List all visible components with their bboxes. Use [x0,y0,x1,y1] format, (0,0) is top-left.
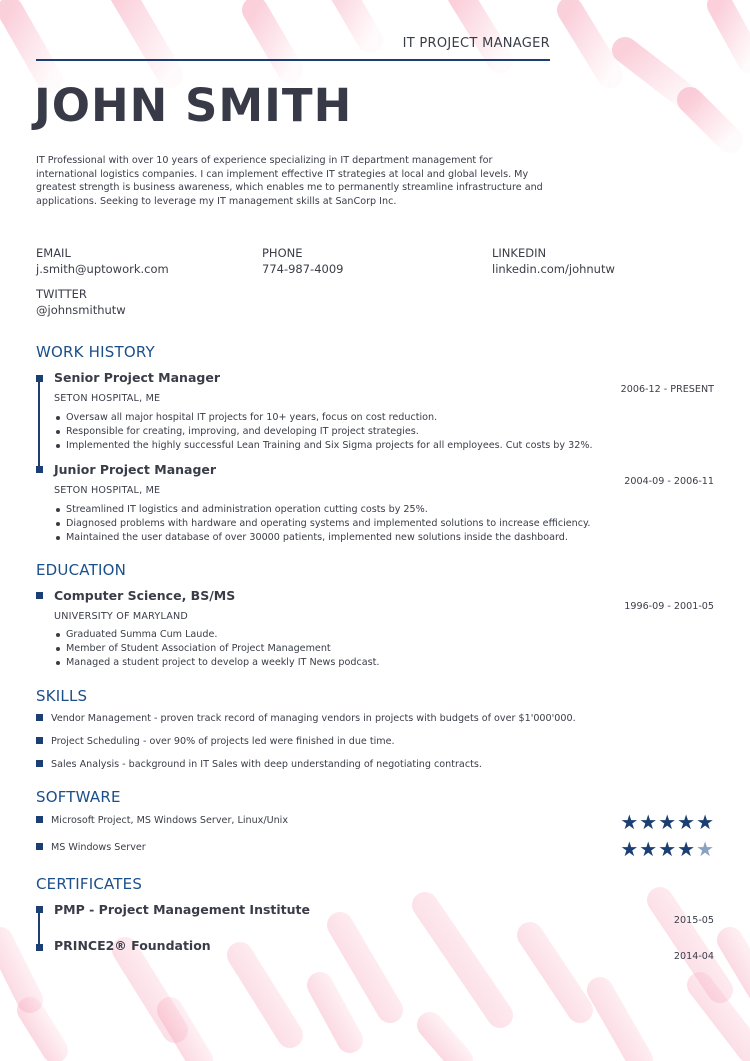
rating-stars [620,812,714,832]
bullet-square-icon [36,760,43,767]
list-item: Responsible for creating, improving, and developing IT project strategies. [54,425,654,439]
skill-text: Project Scheduling - over 90% of projects led were finished in due time. [51,736,395,747]
job-title-senior: Senior Project Manager [54,370,220,385]
twitter-value[interactable]: @johnsmithutw [36,303,126,317]
contact-email [36,245,169,277]
software-item [36,815,288,826]
certificates-heading: CERTIFICATES [36,875,143,893]
job-dates: 2006-12 - PRESENT [620,384,714,395]
skill-text: Vendor Management - proven track record of managing vendors in projects with budgets of over $1'000'000. [51,713,576,724]
email-label: EMAIL [36,246,71,260]
job-duties-list [54,503,654,544]
software-name: MS Windows Server [51,842,146,853]
timeline-marker [36,466,43,473]
list-item: Maintained the user database of over 30000 patients, implemented new solutions inside the dashboard. [54,531,654,545]
rating-stars [620,839,714,859]
job-dates: 2004-09 - 2006-11 [624,476,714,487]
star-filled-icon: ★ [620,837,639,861]
list-item: Graduated Summa Cum Laude. [54,628,654,642]
software-name: Microsoft Project, MS Windows Server, Linux/Unix [51,815,289,826]
star-filled-icon: ★ [696,810,714,834]
star-filled-icon: ★ [639,837,658,861]
linkedin-value[interactable]: linkedin.com/johnutw [492,262,615,276]
title-divider [36,59,550,61]
star-filled-icon: ★ [658,837,677,861]
list-item: Managed a student project to develop a weekly IT News podcast. [54,656,654,670]
timeline-marker [36,906,43,913]
candidate-name: JOHN SMITH [34,79,353,132]
contact-phone [262,245,343,277]
certificate-title: PMP - Project Management Institute [54,902,311,917]
list-item: Streamlined IT logistics and administration operation cutting costs by 25%. [54,503,654,517]
list-item: Oversaw all major hospital IT projects for 10+ years, focus on cost reduction. [54,411,654,425]
twitter-label: TWITTER [36,287,87,301]
job-employer: SETON HOSPITAL, ME [54,393,161,404]
star-filled-icon: ★ [658,810,677,834]
bullet-square-icon [36,714,43,721]
job-title-junior: Junior Project Manager [54,462,217,477]
education-heading: EDUCATION [36,561,126,579]
education-dates: 1996-09 - 2001-05 [624,601,714,612]
education-highlights-list [54,628,654,669]
certificate-date: 2015-05 [673,915,714,926]
list-item: Member of Student Association of Project Management [54,642,654,656]
list-item: Diagnosed problems with hardware and operating systems and implemented solutions to increase efficiency. [54,517,654,531]
degree-title: Computer Science, BS/MS [54,588,236,603]
list-item: Implemented the highly successful Lean Training and Six Sigma projects for all employees. Cut costs by 32%. [54,439,654,453]
certificate-title: PRINCE2® Foundation [54,938,211,953]
skill-item [36,759,482,770]
star-filled-icon: ★ [677,837,696,861]
star-filled-icon: ★ [639,810,658,834]
star-filled-icon: ★ [677,810,696,834]
contact-linkedin [492,245,615,277]
timeline-marker [36,944,43,951]
skill-item [36,713,576,724]
work-timeline-line [38,378,40,470]
school-name: UNIVERSITY OF MARYLAND [54,611,188,622]
job-employer: SETON HOSPITAL, ME [54,485,161,496]
linkedin-label: LINKEDIN [492,246,547,260]
star-filled-icon: ★ [620,810,639,834]
certificates-timeline-line [38,910,40,948]
skill-text: Sales Analysis - background in IT Sales with deep understanding of negotiating contracts. [51,759,482,770]
email-value[interactable]: j.smith@uptowork.com [36,262,169,276]
job-title: IT PROJECT MANAGER [402,36,550,51]
software-heading: SOFTWARE [36,788,121,806]
job-duties-list [54,411,654,452]
star-empty-icon: ★ [696,837,714,861]
timeline-marker [36,375,43,382]
work-history-heading: WORK HISTORY [36,343,155,361]
software-item [36,842,146,853]
contact-twitter [36,286,126,318]
timeline-marker [36,592,43,599]
skills-heading: SKILLS [36,687,88,705]
bullet-square-icon [36,816,43,823]
profile-summary: IT Professional with over 10 years of experience specializing in IT department management for international logistics companies. I can implement effective IT strategies at local and global levels. My greatest strength is business awareness, which enables me to permanently streamline infrastructure and applications. Seeking to leverage my IT management skills at SanCorp Inc. [36,155,543,207]
bullet-square-icon [36,737,43,744]
phone-label: PHONE [262,246,303,260]
phone-value: 774-987-4009 [262,262,344,276]
skill-item [36,736,395,747]
bullet-square-icon [36,843,43,850]
certificate-date: 2014-04 [673,951,714,962]
